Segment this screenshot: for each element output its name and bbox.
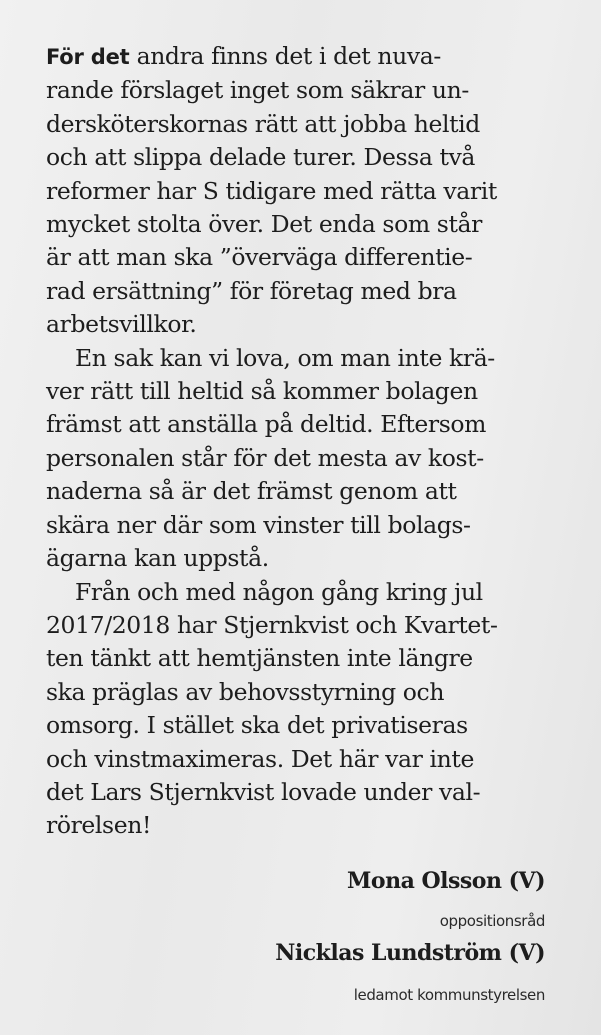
article-line: naderna så är det främst genom att	[46, 477, 457, 506]
article-line: ten tänkt att hemtjänsten inte längre	[46, 644, 473, 673]
article-line: det Lars Stjernkvist lovade under val-	[46, 777, 481, 806]
article-line: ver rätt till heltid så kommer bolagen	[46, 377, 478, 406]
article-line: Från och med någon gång kring jul	[75, 577, 483, 606]
article-line: rande förslaget inget som säkrar un-	[46, 76, 469, 105]
article-line: och att slippa delade turer. Dessa två	[46, 143, 476, 172]
article-line: reformer har S tidigare med rätta varit	[46, 176, 497, 205]
article-line: omsorg. I stället ska det privatiseras	[46, 711, 468, 740]
article-line: rad ersättning” för företag med bra	[46, 276, 457, 305]
signature-name: Mona Olsson (V)	[347, 868, 545, 894]
article-body	[46, 40, 551, 843]
signature-name: Nicklas Lundström (V)	[275, 940, 545, 966]
article-line: främst att anställa på deltid. Eftersom	[46, 410, 486, 439]
article-line: rörelsen!	[46, 811, 151, 840]
article-line: ägarna kan uppstå.	[46, 544, 269, 573]
lead-bold-text: För det	[46, 45, 130, 69]
signature-title: ledamot kommunstyrelsen	[353, 986, 545, 1004]
article-line: En sak kan vi lova, om man inte krä-	[75, 343, 495, 372]
article-line: För det andra finns det i det nuva-	[46, 42, 441, 70]
article-line: 2017/2018 har Stjernkvist och Kvartet-	[46, 610, 498, 639]
signature-title: oppositionsråd	[439, 912, 545, 930]
article-line: ska präglas av behovsstyrning och	[46, 677, 445, 706]
article-line: dersköterskornas rätt att jobba heltid	[46, 109, 480, 138]
article-line: personalen står för det mesta av kost-	[46, 443, 484, 472]
article-line: arbetsvillkor.	[46, 310, 197, 339]
article-line: och vinstmaximeras. Det här var inte	[46, 744, 474, 773]
article-line: mycket stolta över. Det enda som står	[46, 210, 482, 239]
article-line: skära ner där som vinster till bolags-	[46, 510, 471, 539]
article-line: är att man ska ”överväga differentie-	[46, 243, 473, 272]
